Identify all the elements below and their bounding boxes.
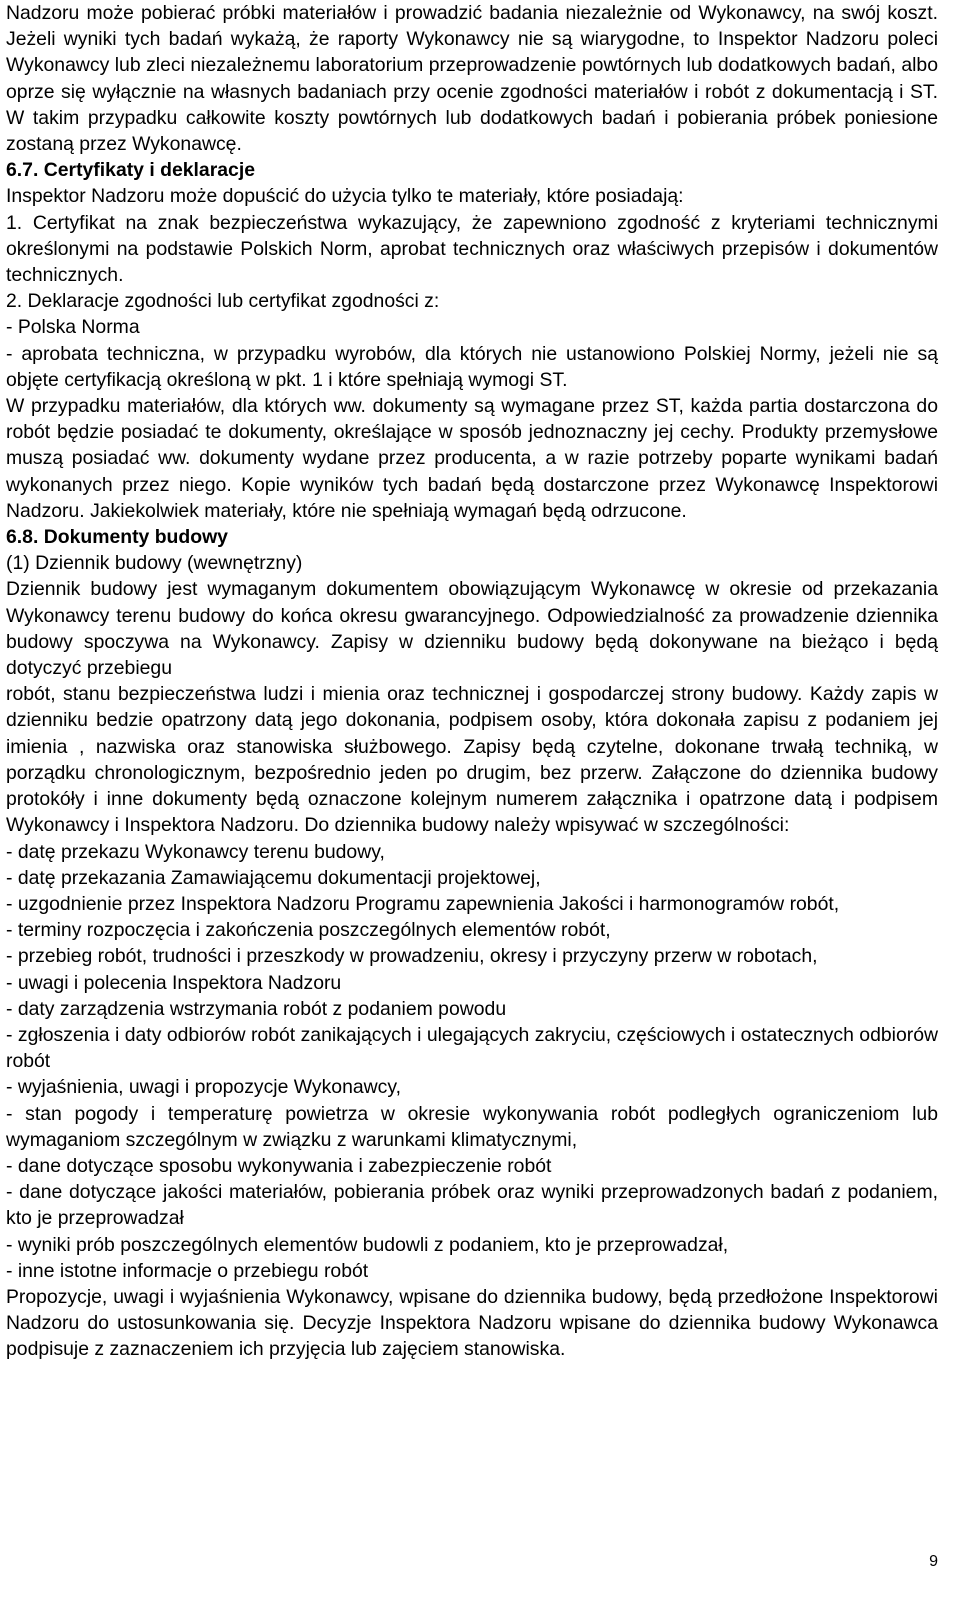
section-6-7-heading xyxy=(6,157,938,183)
section-6-7-item-2: 2. Deklaracje zgodności lub certyfikat zgodności z: xyxy=(6,290,440,313)
list-item: - dane dotyczące jakości materiałów, pobierania próbek oraz wyniki przeprowadzonych badań z podaniem, kto je przeprowadzał xyxy=(6,1181,938,1230)
section-6-7-title: Certyfikaty i deklaracje xyxy=(43,159,255,182)
top-paragraph: Nadzoru może pobierać próbki materiałów i prowadzić badania niezależnie od Wykonawcy, na swój koszt. Jeżeli wyniki tych badań wykażą, że raporty Wykonawcy nie są wiarygodne, to Inspektor Nadzoru poleci Wykonawcy lub zleci niezależnemu laboratorium przeprowadzenie powtórnych lub dodatkowych badań, albo oprze się wyłącznie na własnych badaniach przy ocenie zgodności materiałów i robót z dokumentacją i ST. W takim przypadku całkowite koszty powtórnych lub dodatkowych badań i pobierania próbek poniesione zostaną przez Wykonawcę. xyxy=(6,2,938,156)
section-6-7-dash-1: - Polska Norma xyxy=(6,316,140,339)
list-item: - datę przekazania Zamawiającemu dokumentacji projektowej, xyxy=(6,866,541,889)
section-6-7-closing: W przypadku materiałów, dla których ww. dokumenty są wymagane przez ST, każda partia dostarczona do robót będzie posiadać te dokumenty, określające w sposób jednoznaczny jej cechy. Produkty przemysłowe muszą posiadać ww. dokumenty wydane przez producenta, a w razie potrzeby poparte wynikami badań wykonanych przez niego. Kopie wyników tych badań będą dostarczone przez Wykonawcę Inspektorowi Nadzoru. Jakiekolwiek materiały, które nie spełniają wymagań będą odrzucone. xyxy=(6,395,938,522)
section-6-8-subtitle: (1) Dziennik budowy (wewnętrzny) xyxy=(6,552,303,575)
section-6-7-number: 6.7. xyxy=(6,159,39,182)
list-item: - uzgodnienie przez Inspektora Nadzoru Programu zapewnienia Jakości i harmonogramów robót, xyxy=(6,892,840,915)
list-item: - stan pogody i temperaturę powietrza w okresie wykonywania robót podległych ograniczeniom lub wymaganiom szczególnym w związku z warunkami klimatycznymi, xyxy=(6,1102,938,1151)
document-page xyxy=(6,0,938,1363)
list-item: - wyniki prób poszczególnych elementów budowli z podaniem, kto je przeprowadzał, xyxy=(6,1233,729,1256)
list-item: - inne istotne informacje o przebiegu robót xyxy=(6,1259,369,1282)
section-6-8-number: 6.8. xyxy=(6,526,39,549)
list-item: - zgłoszenia i daty odbiorów robót zanikających i ulegających zakryciu, częściowych i ostatecznych odbiorów robót xyxy=(6,1023,938,1073)
diary-entries-list xyxy=(6,839,938,1284)
list-item: - wyjaśnienia, uwagi i propozycje Wykonawcy, xyxy=(6,1076,401,1099)
list-item: - dane dotyczące sposobu wykonywania i zabezpieczenie robót xyxy=(6,1154,552,1177)
section-6-8-final: Propozycje, uwagi i wyjaśnienia Wykonawcy, wpisane do dziennika budowy, będą przedłożone Inspektorowi Nadzoru do ustosunkowania się. Decyzje Inspektora Nadzoru wpisane do dziennika budowy Wykonawca podpisuje z zaznaczeniem ich przyjęcia lub zajęciem stanowiska. xyxy=(6,1285,938,1361)
page-number: 9 xyxy=(929,1553,938,1570)
list-item: - uwagi i polecenia Inspektora Nadzoru xyxy=(6,971,342,994)
section-6-8-heading xyxy=(6,524,938,550)
list-item: - terminy rozpoczęcia i zakończenia poszczególnych elementów robót, xyxy=(6,919,611,942)
section-6-7-intro: Inspektor Nadzoru może dopuścić do użycia tylko te materiały, które posiadają: xyxy=(6,185,684,208)
list-item: - przebieg robót, trudności i przeszkody w prowadzeniu, okresy i przyczyny przerw w robotach, xyxy=(6,945,818,968)
section-6-7-dash-2: - aprobata techniczna, w przypadku wyrobów, dla których nie ustanowiono Polskiej Normy, jeżeli nie są objęte certyfikacją określoną w pkt. 1 i które spełniają wymogi ST. xyxy=(6,342,938,391)
list-item: - daty zarządzenia wstrzymania robót z podaniem powodu xyxy=(6,997,507,1020)
list-item: - datę przekazu Wykonawcy terenu budowy, xyxy=(6,840,385,863)
section-6-8-title: Dokumenty budowy xyxy=(43,526,228,549)
section-6-8-para-1: Dziennik budowy jest wymaganym dokumentem obowiązującym Wykonawcę w okresie od przekazania Wykonawcy terenu budowy do końca okresu gwarancyjnego. Odpowiedzialność za prowadzenie dziennika budowy spoczywa na Wykonawcy. Zapisy w dzienniku budowy będą dokonywane na bieżąco i będą dotyczyć przebiegu xyxy=(6,578,938,680)
section-6-7-item-1: 1. Certyfikat na znak bezpieczeństwa wykazujący, że zapewniono zgodność z kryteriami technicznymi określonymi na podstawie Polskich Norm, aprobat technicznych oraz właściwych przepisów i dokumentów technicznych. xyxy=(6,211,938,287)
section-6-8-para-2: robót, stanu bezpieczeństwa ludzi i mienia oraz technicznej i gospodarczej strony budowy. Każdy zapis w dzienniku bedzie opatrzony datą jego dokonania, podpisem osoby, która dokonała zapisu z podaniem jej imienia , nazwiska oraz stanowiska służbowego. Zapisy będą czytelne, dokonane trwałą techniką, w porządku chronologicznym, bezpośrednio jeden po drugim, bez przerw. Załączone do dziennika budowy protokóły i inne dokumenty będą oznaczone kolejnym numerem załącznika i opatrzone datą i podpisem Wykonawcy i Inspektora Nadzoru. Do dziennika budowy należy wpisywać w szczególności: xyxy=(6,683,938,837)
